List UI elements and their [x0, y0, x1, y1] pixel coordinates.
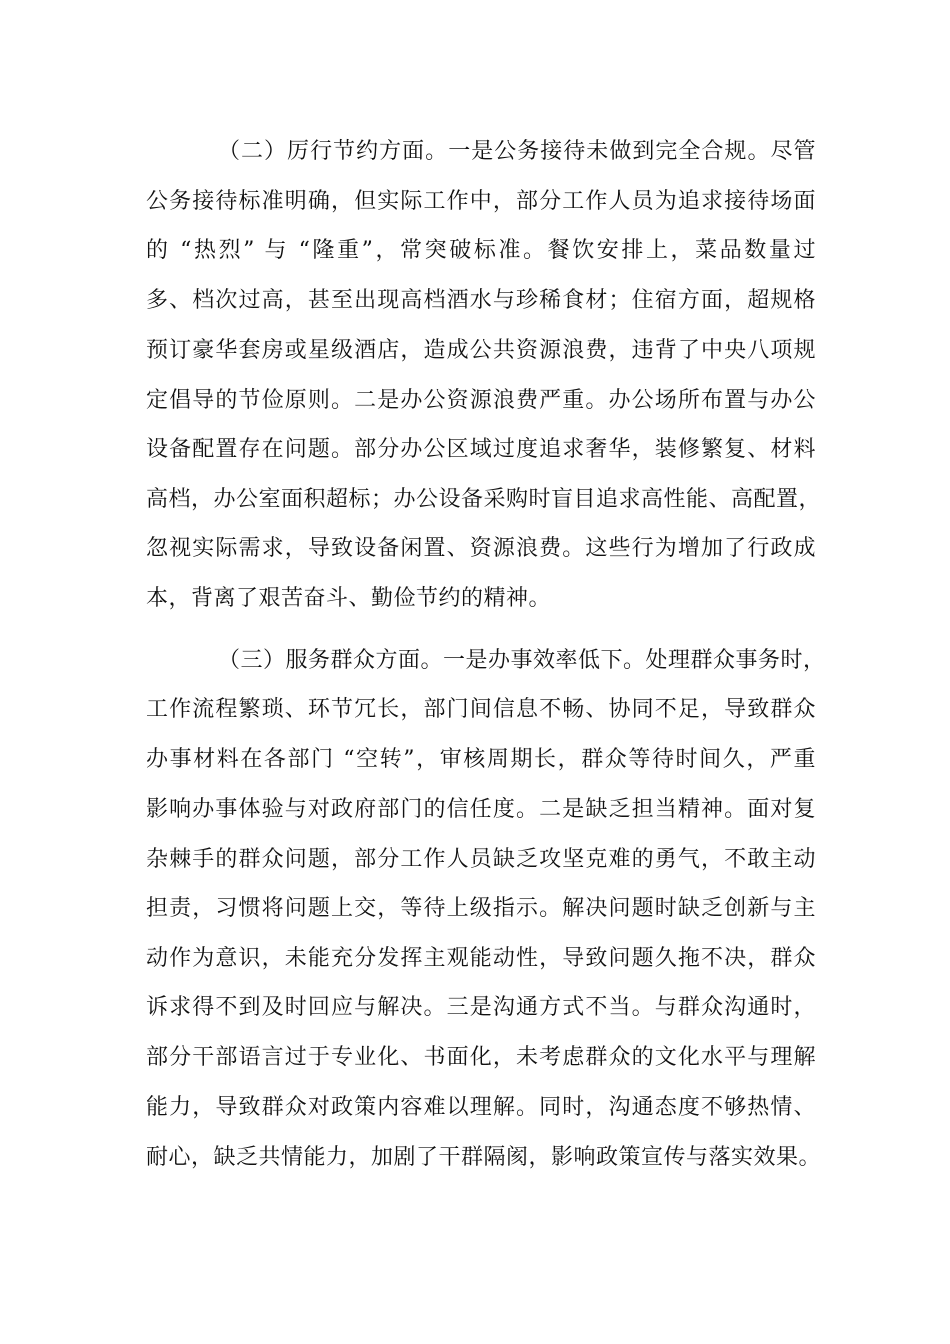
text-line: 本，背离了艰苦奋斗、勤俭节约的精神。 — [146, 586, 552, 611]
text-line: 多、档次过高，甚至出现高档酒水与珍稀食材；住宿方面，超规格 — [146, 288, 816, 313]
text-line: 耐心，缺乏共情能力，加剧了干群隔阂，影响政策宣传与落实效果。 — [146, 1145, 822, 1170]
text-line: 杂棘手的群众问题，部分工作人员缺乏攻坚克难的勇气，不敢主动 — [146, 847, 816, 872]
text-line: 高档，办公室面积超标；办公设备采购时盲目追求高性能、高配置， — [146, 487, 822, 512]
text-line: 定倡导的节俭原则。二是办公资源浪费严重。办公场所布置与办公 — [146, 388, 816, 413]
text-line: （三）服务群众方面。一是办事效率低下。处理群众事务时， — [218, 648, 826, 673]
text-line: 设备配置存在问题。部分办公区域过度追求奢华，装修繁复、材料 — [146, 437, 816, 462]
text-line: 影响办事体验与对政府部门的信任度。二是缺乏担当精神。面对复 — [146, 797, 816, 822]
text-line: 工作流程繁琐、环节冗长，部门间信息不畅、协同不足，导致群众 — [146, 697, 816, 722]
text-line: 担责，习惯将问题上交，等待上级指示。解决问题时缺乏创新与主 — [146, 896, 816, 921]
text-line: 公务接待标准明确，但实际工作中，部分工作人员为追求接待场面 — [146, 189, 816, 214]
text-line: 预订豪华套房或星级酒店，造成公共资源浪费，违背了中央八项规 — [146, 338, 816, 363]
text-line: 办事材料在各部门 “空转”，审核周期长，群众等待时间久，严重 — [146, 747, 816, 772]
text-line: （二）厉行节约方面。一是公务接待未做到完全合规。尽管 — [218, 139, 816, 164]
text-line: 忽视实际需求，导致设备闲置、资源浪费。这些行为增加了行政成 — [146, 536, 816, 561]
text-line: 动作为意识，未能充分发挥主观能动性，导致问题久拖不决，群众 — [146, 946, 816, 971]
text-line: 的 “热烈” 与 “隆重”，常突破标准。餐饮安排上，菜品数量过 — [146, 238, 816, 263]
text-line: 部分干部语言过于专业化、书面化，未考虑群众的文化水平与理解 — [146, 1045, 816, 1070]
text-line: 能力，导致群众对政策内容难以理解。同时，沟通态度不够热情、 — [146, 1095, 816, 1120]
text-line: 诉求得不到及时回应与解决。三是沟通方式不当。与群众沟通时， — [146, 995, 816, 1020]
